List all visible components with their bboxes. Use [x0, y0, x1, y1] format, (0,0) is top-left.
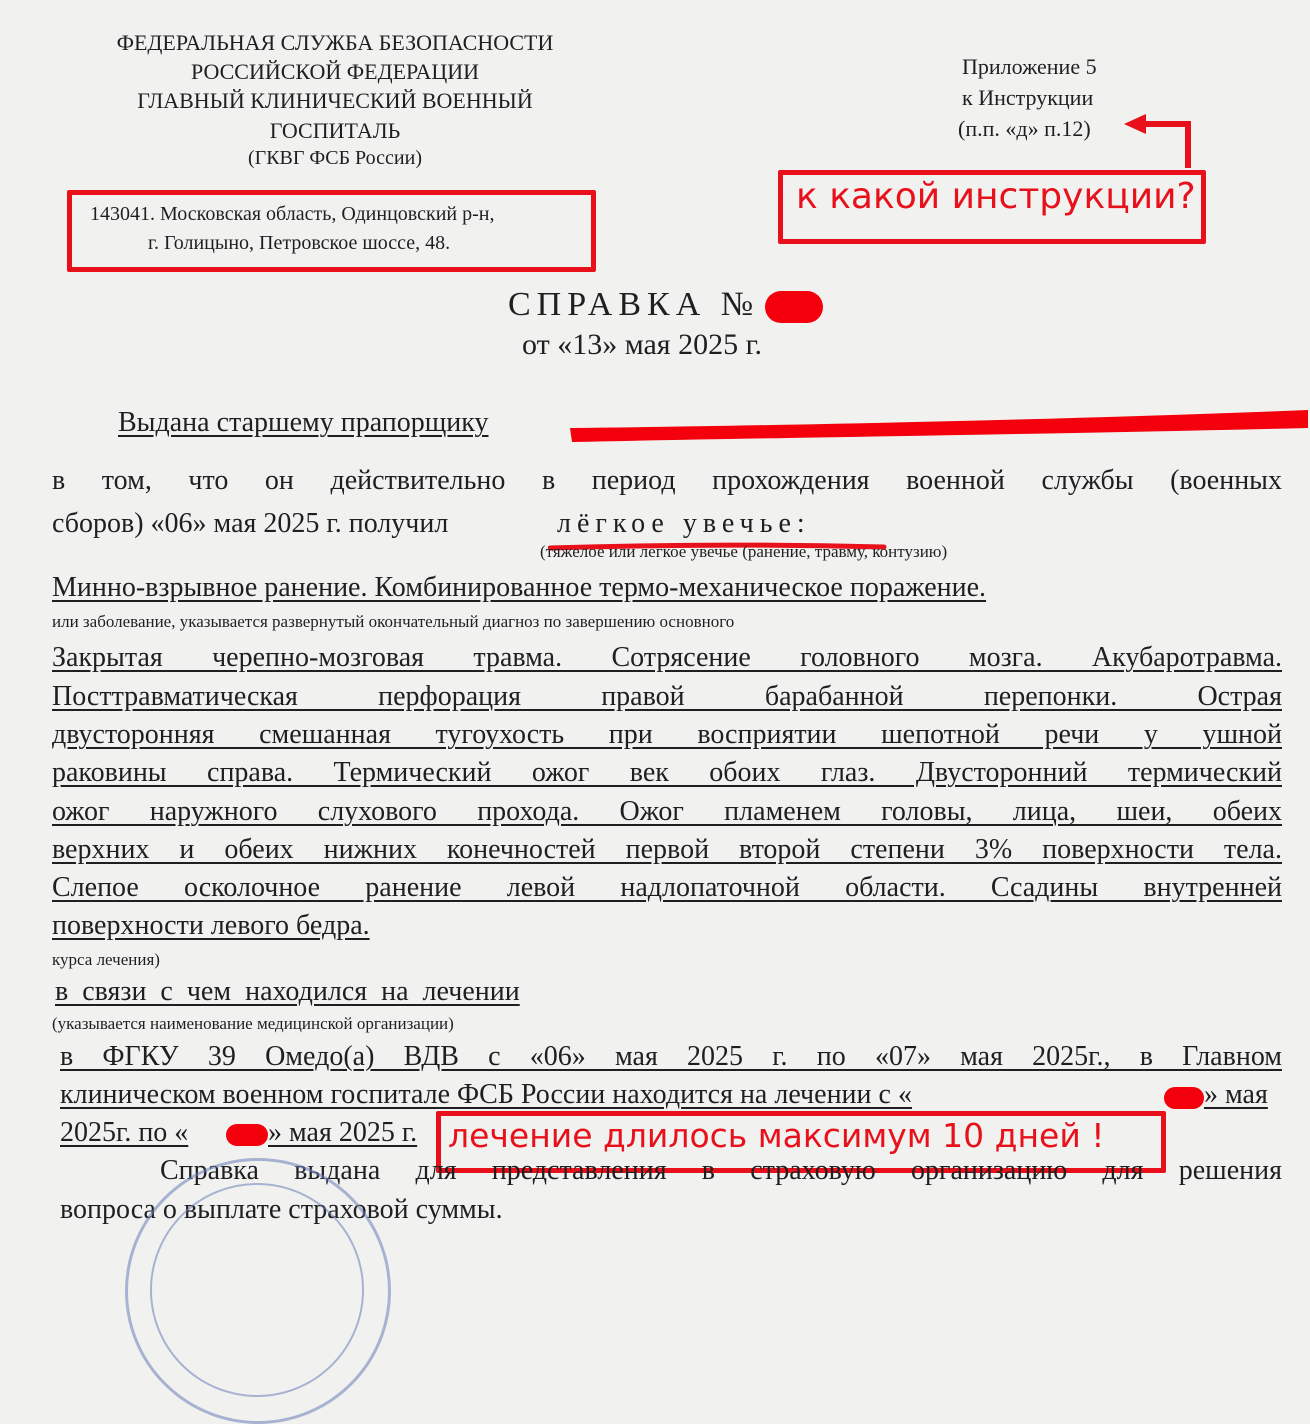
injury-type: лёгкое увечье:: [557, 508, 811, 539]
issued-to: Выдана старшему прапорщику: [118, 407, 489, 438]
diagnosis-line-7: Слепое осколочное ранение левой надлопаточной области. Ссадины внутренней: [52, 872, 1282, 903]
org-line-3: ГЛАВНЫЙ КЛИНИЧЕСКИЙ ВОЕННЫЙ: [137, 88, 533, 113]
body-line-1: в том, что он действительно в период прохождения военной службы (военных: [52, 465, 1282, 496]
appendix-line-2: к Инструкции: [962, 85, 1094, 110]
hint-organization: (указывается наименование медицинской организации): [52, 1014, 454, 1033]
question-annotation: к какой инструкции?: [796, 176, 1196, 217]
treatment-line-2a: клиническом военном госпитале ФСБ России находится на лечении с «: [60, 1079, 912, 1110]
address-line-1: 143041. Московская область, Одинцовский р-н,: [90, 203, 495, 225]
address-line-2: г. Голицыно, Петровское шоссе, 48.: [148, 232, 451, 254]
hint-diagnosis: или заболевание, указывается развернутый окончательный диагноз по завершению основного: [52, 612, 735, 631]
diagnosis-line-8: поверхности левого бедра.: [52, 910, 370, 941]
official-stamp: [125, 1158, 391, 1424]
document-title: СПРАВКА №: [508, 286, 760, 323]
org-line-1: ФЕДЕРАЛЬНАЯ СЛУЖБА БЕЗОПАСНОСТИ: [116, 30, 554, 55]
body-line-2: сборов) «06» мая 2025 г. получил: [52, 508, 449, 539]
diagnosis-main: Минно-взрывное ранение. Комбинированное термо-механическое поражение.: [52, 572, 987, 603]
treatment-line-3a: 2025г. по «: [60, 1117, 189, 1148]
hint-course: курса лечения): [52, 950, 160, 969]
treatment-line-1: в ФГКУ 39 Омедо(а) ВДВ с «06» мая 2025 г. по «07» мая 2025г., в Главном: [60, 1041, 1282, 1072]
treatment-line-3b: » мая 2025 г.: [268, 1117, 418, 1148]
redacted-number: [765, 291, 823, 323]
diagnosis-line-1: Закрытая черепно-мозговая травма. Сотрясение головного мозга. Акубаротравма.: [52, 642, 1282, 673]
hint-injury: (тяжелое или легкое увечье (ранение, травму, контузию): [540, 542, 948, 561]
org-line-5: (ГКВГ ФСБ России): [247, 147, 423, 169]
redacted-start-day: [1164, 1087, 1204, 1109]
treatment-line-2b: » мая: [1204, 1079, 1268, 1110]
diagnosis-line-3: двусторонняя смешанная тугоухость при восприятии шепотной речи у ушной: [52, 719, 1282, 750]
redacted-end-day: [226, 1124, 268, 1146]
diagnosis-line-6: верхних и обеих нижних конечностей первой второй степени 3% поверхности тела.: [52, 834, 1282, 865]
appendix-line-1: Приложение 5: [962, 54, 1097, 79]
purpose-line-1: Справка выдана для представления в страховую организацию для решения: [160, 1155, 1282, 1186]
redacted-name: [560, 398, 1310, 448]
document-date: от «13» мая 2025 г.: [522, 328, 763, 361]
org-line-2: РОССИЙСКОЙ ФЕДЕРАЦИИ: [190, 59, 480, 84]
diagnosis-line-4: раковины справа. Термический ожог век обоих глаз. Двусторонний термический: [52, 757, 1282, 788]
purpose-line-2: вопроса о выплате страховой суммы.: [60, 1194, 503, 1225]
address-highlight-box: [67, 190, 596, 272]
diagnosis-line-2: Посттравматическая перфорация правой барабанной перепонки. Острая: [52, 681, 1282, 712]
note-annotation: лечение длилось максимум 10 дней !: [448, 1116, 1105, 1155]
diagnosis-line-5: ожог наружного слухового прохода. Ожог пламенем головы, лица, шеи, обеих: [52, 796, 1282, 827]
org-line-4: ГОСПИТАЛЬ: [269, 118, 401, 143]
treatment-phrase: в связи с чем находился на лечении: [55, 976, 520, 1007]
appendix-line-3: (п.п. «д» п.12): [958, 116, 1091, 141]
